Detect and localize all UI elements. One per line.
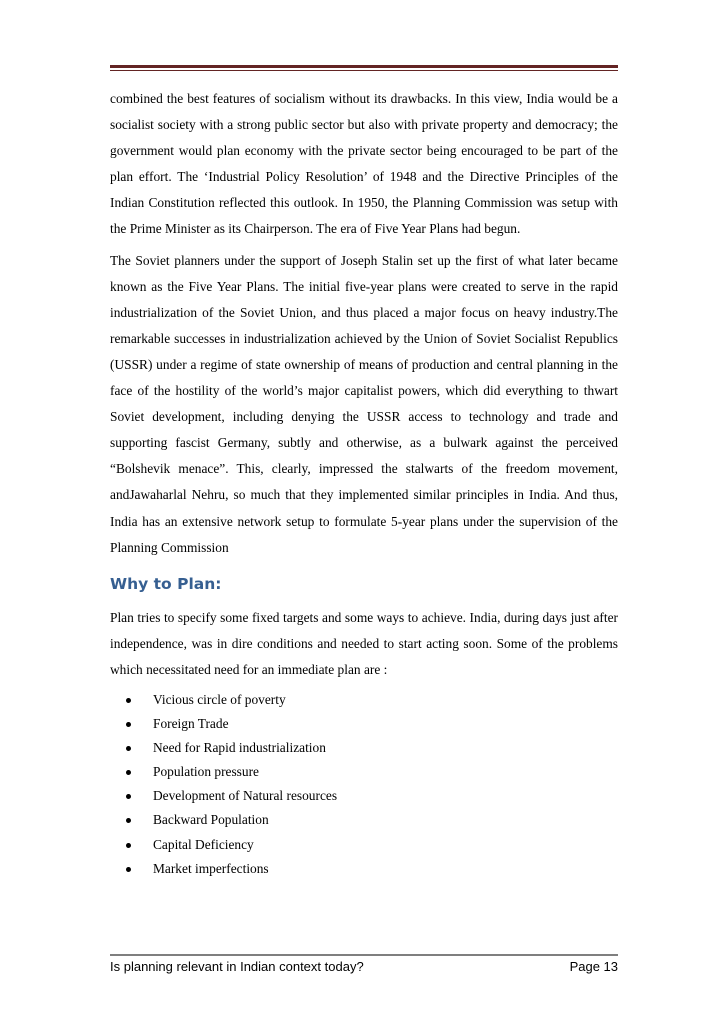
- footer-rule: [110, 954, 618, 956]
- problem-list: [110, 688, 618, 881]
- bullet-icon: [126, 843, 131, 848]
- list-item: [110, 712, 618, 736]
- section-intro: Plan tries to specify some fixed targets and some ways to achieve. India, during days just after independence, was in dire conditions and needed to start acting soon. Some of the problems which necessitated need for an immediate plan are :: [110, 609, 618, 677]
- bullet-icon: [126, 794, 131, 799]
- body-text: [110, 86, 618, 881]
- section-heading: Why to Plan:: [110, 574, 222, 593]
- bullet-icon: [126, 867, 131, 872]
- footer-title: Is planning relevant in Indian context today?: [110, 959, 364, 974]
- list-item-text: Need for Rapid industrialization: [153, 740, 326, 756]
- list-item-text: Capital Deficiency: [153, 836, 254, 852]
- page-footer: [110, 959, 618, 974]
- bullet-icon: [126, 722, 131, 727]
- list-item-text: Population pressure: [153, 764, 259, 780]
- bullet-icon: [126, 698, 131, 703]
- list-item: [110, 736, 618, 760]
- header-rule: [110, 65, 618, 71]
- list-item: [110, 833, 618, 857]
- paragraph-intro: combined the best features of socialism without its drawbacks. In this view, India would be a socialist society with a strong public sector but also with private property and democracy; the government would plan economy with the private sector being encouraged to be part of the plan effort. The ‘Industrial Policy Resolution’ of 1948 and the Directive Principles of the Indian Constitution reflected this outlook. In 1950, the Planning Commission was setup with the Prime Minister as its Chairperson. The era of Five Year Plans had begun.: [110, 91, 618, 237]
- bullet-icon: [126, 818, 131, 823]
- list-item: [110, 808, 618, 832]
- page-number: Page 13: [569, 959, 618, 974]
- header-rule-thick: [110, 65, 618, 68]
- paragraph-soviet: The Soviet planners under the support of Joseph Stalin set up the first of what later became known as the Five Year Plans. The initial five-year plans were created to serve in the rapid industrialization of the Soviet Union, and thus placed a major focus on heavy industry.The remarkable successes in industrialization achieved by the Union of Soviet Socialist Republics (USSR) under a regime of state ownership of means of production and central planning in the face of the hostility of the world’s major capitalist powers, which did everything to thwart Soviet development, including denying the USSR access to technology and trade and supporting fascist Germany, subtly and otherwise, as a bulwark against the perceived “Bolshevik menace”. This, clearly, impressed the stalwarts of the freedom movement, andJawaharlal Nehru, so much that they implemented similar principles in India. And thus, India has an extensive network setup to formulate 5-year plans under the supervision of the Planning Commission: [110, 252, 618, 555]
- list-item-text: Backward Population: [153, 812, 269, 828]
- list-item: [110, 857, 618, 881]
- list-item-text: Vicious circle of poverty: [153, 691, 286, 707]
- list-item: [110, 784, 618, 808]
- bullet-icon: [126, 746, 131, 751]
- header-rule-thin: [110, 70, 618, 71]
- list-item: [110, 760, 618, 784]
- list-item-text: Market imperfections: [153, 860, 269, 876]
- list-item-text: Development of Natural resources: [153, 788, 338, 804]
- list-item: [110, 688, 618, 712]
- bullet-icon: [126, 770, 131, 775]
- list-item-text: Foreign Trade: [153, 716, 229, 732]
